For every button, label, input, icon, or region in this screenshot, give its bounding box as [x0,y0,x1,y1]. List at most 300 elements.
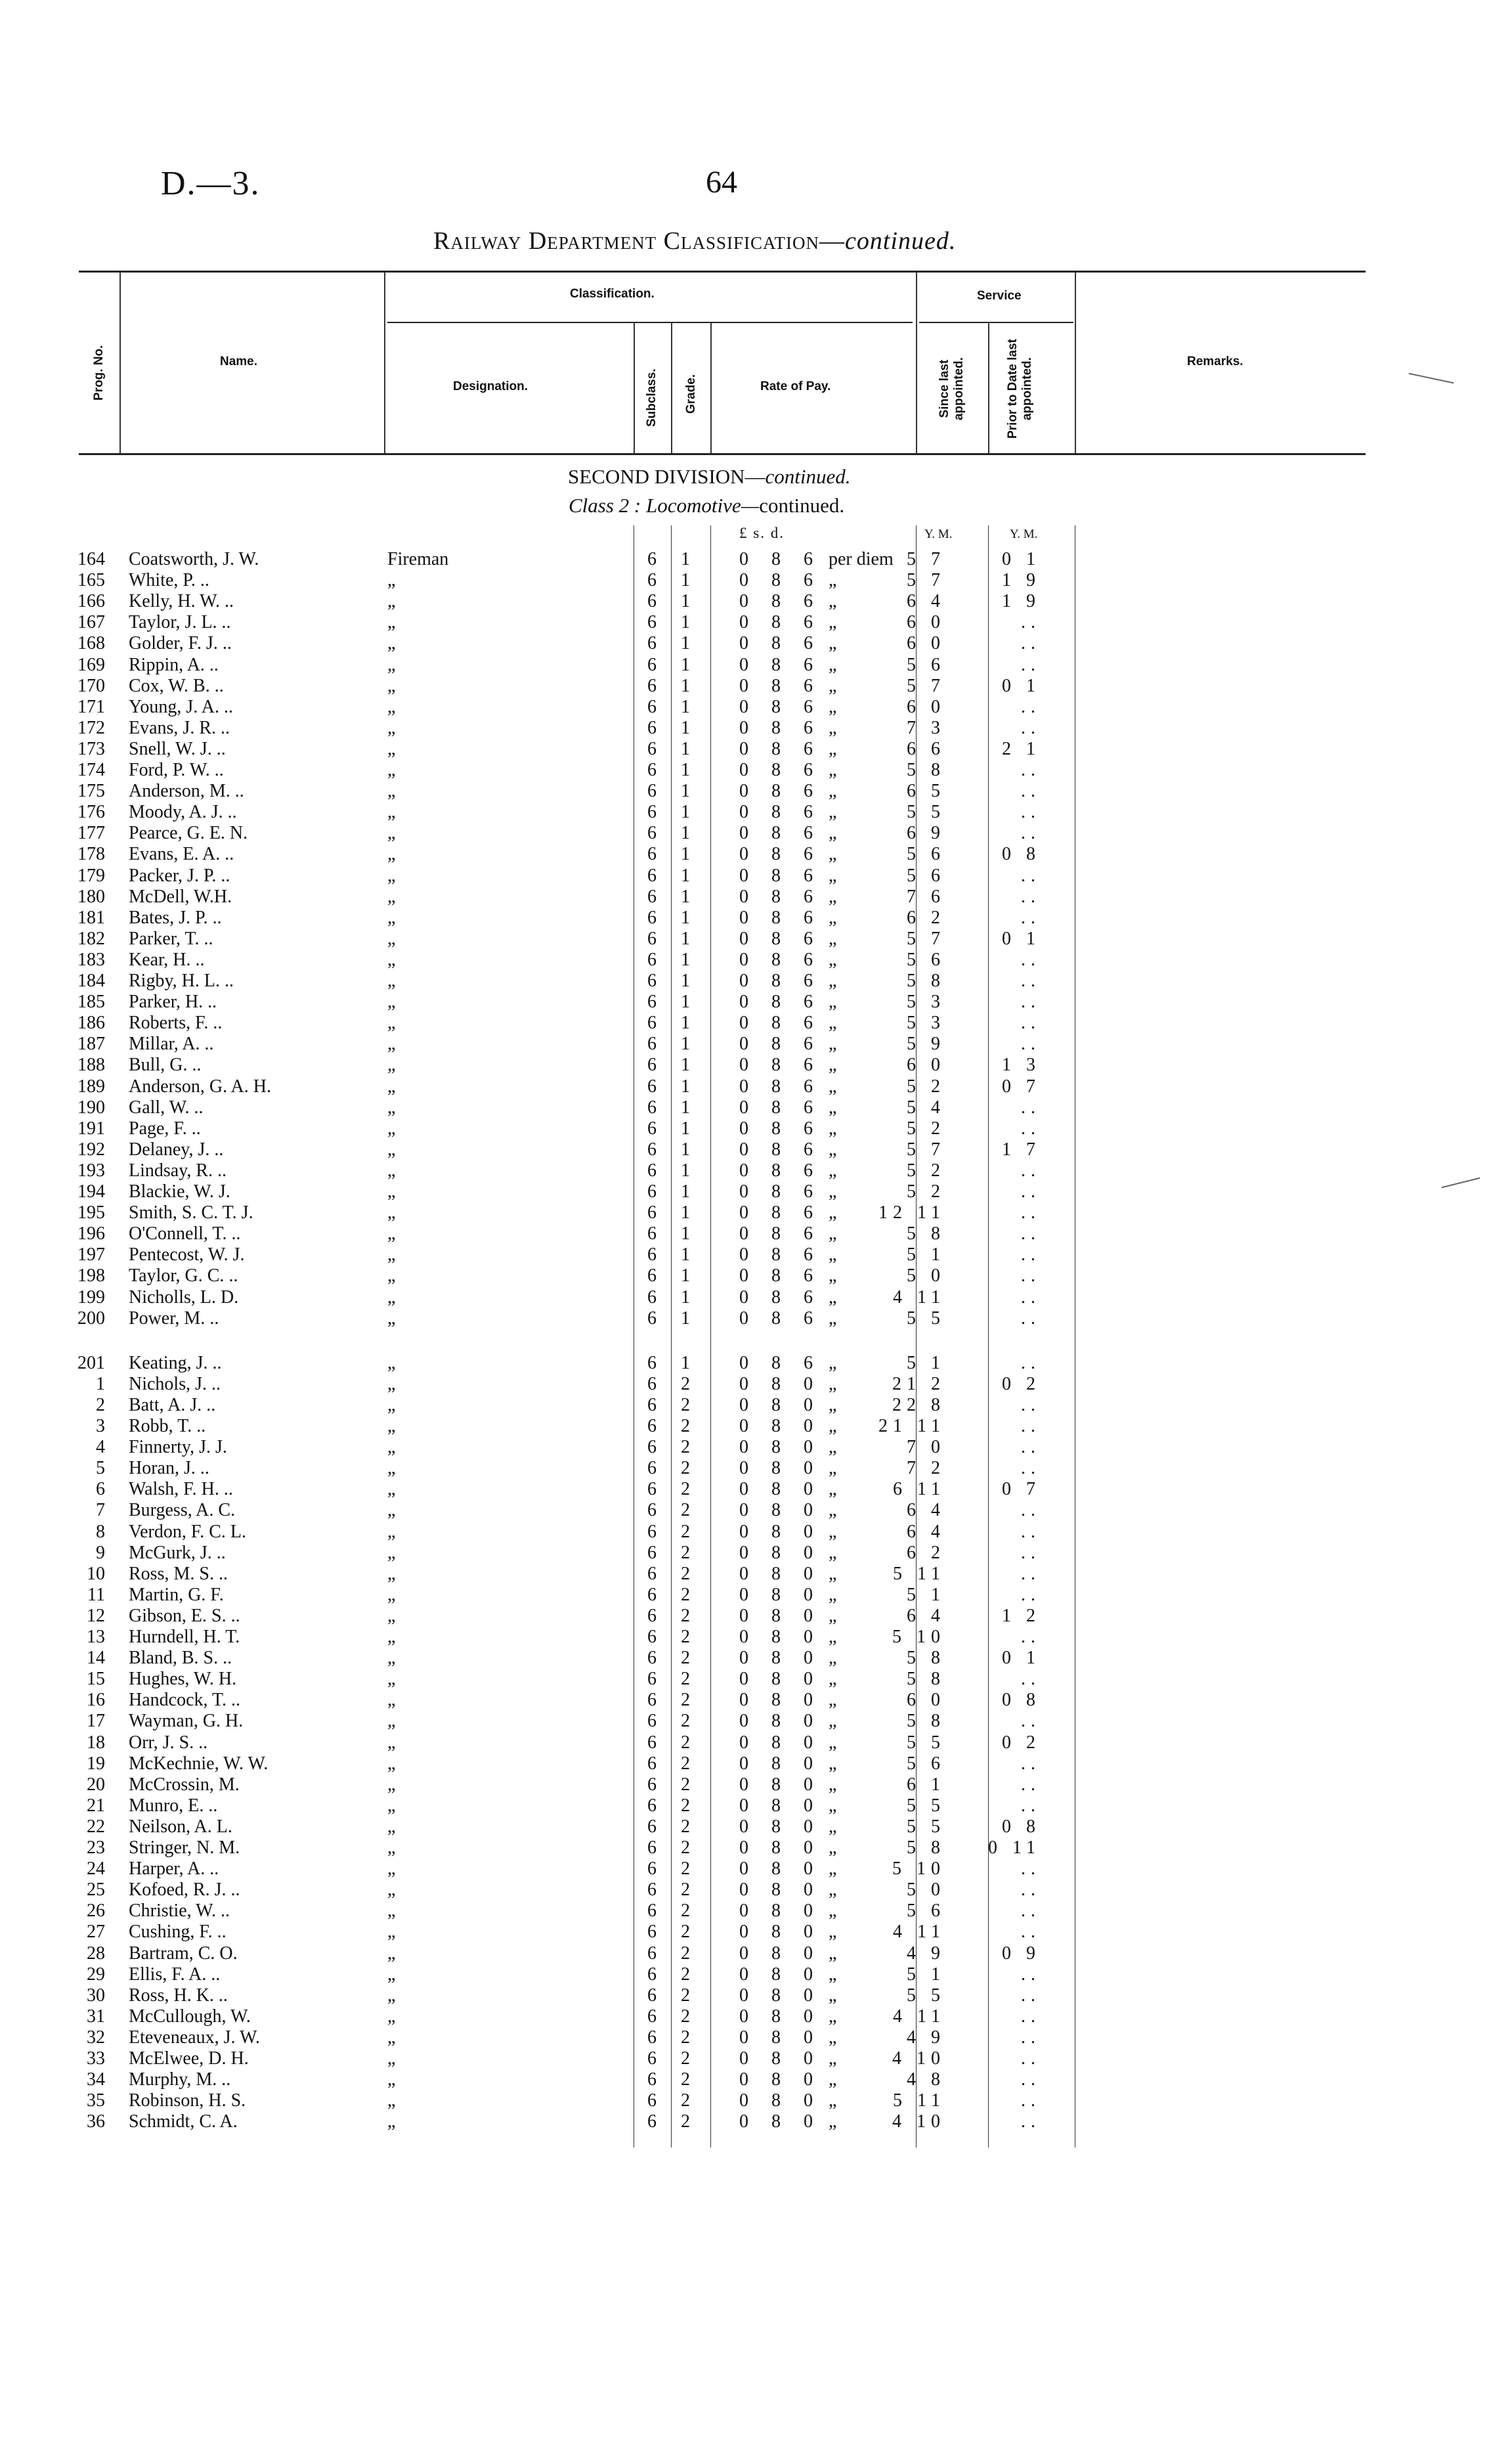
rate-of-pay: 0 8 6 [739,696,822,717]
pay-period: „ [829,886,837,907]
pay-period: „ [829,1373,837,1394]
service-since-last: 12 11 [878,1202,945,1223]
prog-no: 171 [77,696,105,717]
grade: 1 [681,675,690,696]
rate-of-pay: 0 8 6 [739,1244,822,1266]
service-prior: 0 1 [1002,1648,1041,1669]
subclass: 6 [647,1605,657,1626]
employee-name: Ross, H. K. .. [129,1985,228,2006]
table-row [0,1479,1512,1500]
designation: „ [387,1076,396,1097]
subclass: 6 [647,1816,657,1837]
table-row [0,1416,1512,1437]
subclass: 6 [647,1352,657,1373]
rate-of-pay: 0 8 6 [739,1308,822,1329]
designation: „ [387,781,396,802]
prog-no: 22 [87,1816,105,1837]
subclass: 6 [647,675,657,696]
service-prior: .. [1021,1437,1041,1458]
designation: „ [387,1901,396,1922]
table-row [0,1564,1512,1585]
employee-name: Packer, J. P. .. [129,865,230,886]
service-since-last: 5 3 [907,992,945,1013]
employee-name: O'Connell, T. .. [129,1223,241,1244]
grade: 1 [681,696,690,717]
prog-no: 17 [87,1711,105,1732]
designation: „ [387,1416,396,1436]
subclass: 6 [647,717,657,738]
designation: „ [387,1880,396,1901]
employee-name: Gall, W. .. [129,1097,204,1118]
designation: „ [387,1500,396,1521]
prog-no: 196 [77,1223,105,1244]
grade: 2 [681,2111,690,2132]
subclass: 6 [647,1055,657,1076]
rate-of-pay: 0 8 6 [739,1352,822,1373]
subclass: 6 [647,1287,657,1308]
table-row [0,866,1512,887]
grade: 1 [681,1034,690,1055]
rate-of-pay: 0 8 6 [739,971,822,991]
rate-of-pay: 0 8 0 [739,1416,822,1436]
designation: „ [387,1266,396,1287]
prog-no: 180 [77,886,105,907]
pay-period: „ [829,1880,837,1901]
designation: „ [387,1352,396,1373]
grade: 2 [681,1774,690,1795]
designation: „ [387,1308,396,1329]
service-since-last: 5 5 [907,802,945,823]
grade: 1 [681,1097,690,1118]
service-since-last: 6 11 [893,1479,945,1500]
table-row [0,1458,1512,1479]
pay-period: „ [829,1838,837,1858]
rate-of-pay: 0 8 0 [739,1627,822,1647]
service-prior: .. [1021,1394,1041,1415]
pay-period: „ [829,2006,837,2027]
table-row [0,1774,1512,1795]
service-prior: 1 2 [1002,1605,1041,1626]
subclass: 6 [647,1097,657,1118]
service-since-last: 5 11 [893,2090,945,2111]
prog-no: 31 [87,2006,105,2027]
pay-period: „ [829,1774,837,1795]
subclass: 6 [647,1373,657,1394]
subclass: 6 [647,1416,657,1436]
rate-of-pay: 0 8 0 [739,1542,822,1563]
grade: 1 [681,549,690,569]
subclass: 6 [647,844,657,865]
designation: „ [387,612,396,633]
service-prior: .. [1021,2006,1041,2027]
service-prior: .. [1021,949,1041,970]
rate-of-pay: 0 8 0 [739,2111,822,2132]
designation: „ [387,1542,396,1563]
service-since-last: 4 11 [893,1287,945,1308]
grade: 1 [681,1013,690,1034]
employee-name: Golder, F. J. .. [129,633,232,654]
grade: 1 [681,654,690,675]
grade: 2 [681,1753,690,1774]
rate-of-pay: 0 8 6 [739,612,822,633]
service-since-last: 5 6 [907,1901,945,1922]
subclass: 6 [647,2006,657,2027]
service-since-last: 6 0 [907,1055,945,1076]
rate-of-pay: 0 8 0 [739,1437,822,1458]
subclass: 6 [647,2048,657,2069]
pay-period: „ [829,1542,837,1563]
subclass: 6 [647,549,657,569]
pay-period: „ [829,781,837,802]
rate-of-pay: 0 8 6 [739,717,822,738]
employee-name: Munro, E. .. [129,1795,218,1816]
prog-no: 25 [87,1880,105,1901]
grade: 2 [681,1985,690,2006]
service-since-last: 5 6 [907,654,945,675]
table-row [0,1395,1512,1416]
subclass: 6 [647,865,657,886]
service-prior: .. [1021,1521,1041,1542]
rate-of-pay: 0 8 0 [739,1563,822,1584]
employee-name: Christie, W. .. [129,1901,230,1922]
designation: „ [387,1139,396,1160]
subclass: 6 [647,1753,657,1774]
subclass: 6 [647,1690,657,1711]
table-row [0,1308,1512,1329]
rate-of-pay: 0 8 0 [739,1964,822,1985]
employee-name: Batt, A. J. .. [129,1394,216,1415]
table-row [0,1985,1512,2006]
service-since-last: 5 6 [907,949,945,970]
prog-no: 19 [87,1753,105,1774]
employee-name: Taylor, J. L. .. [129,612,231,633]
designation: „ [387,844,396,865]
grade: 1 [681,928,690,949]
subclass: 6 [647,907,657,928]
subclass: 6 [647,1521,657,1542]
grade: 2 [681,1880,690,1901]
service-prior: .. [1021,992,1041,1013]
service-since-last: 6 4 [907,1500,945,1521]
table-row [0,1202,1512,1223]
grade: 1 [681,844,690,865]
subclass: 6 [647,591,657,612]
subclass: 6 [647,1266,657,1287]
pay-period: „ [829,907,837,928]
pay-period: „ [829,844,837,865]
subclass: 6 [647,1964,657,1985]
service-prior: .. [1021,1922,1041,1943]
prog-no: 181 [77,907,105,928]
grade: 2 [681,1648,690,1669]
employee-name: Page, F. .. [129,1118,201,1139]
prog-no: 188 [77,1055,105,1076]
designation: „ [387,1795,396,1816]
designation: „ [387,886,396,907]
table-row [0,1139,1512,1160]
employee-name: Nichols, J. .. [129,1373,221,1394]
rate-of-pay: 0 8 6 [739,738,822,759]
service-since-last: 5 7 [907,675,945,696]
rate-of-pay: 0 8 0 [739,1669,822,1690]
prog-no: 23 [87,1838,105,1858]
rate-of-pay: 0 8 6 [739,1223,822,1244]
rate-of-pay: 0 8 6 [739,1034,822,1055]
prog-no: 173 [77,738,105,759]
prog-no: 199 [77,1287,105,1308]
designation: „ [387,1563,396,1584]
service-since-last: 5 8 [907,1669,945,1690]
since-units: Y. M. [924,527,953,541]
grade: 1 [681,1352,690,1373]
grade: 2 [681,1816,690,1837]
table-row [0,1076,1512,1097]
subclass: 6 [647,971,657,991]
prog-no: 176 [77,802,105,823]
employee-name: Taylor, G. C. .. [129,1266,238,1287]
subclass: 6 [647,1076,657,1097]
prog-no: 186 [77,1013,105,1034]
service-since-last: 5 6 [907,865,945,886]
service-since-last: 5 7 [907,549,945,569]
prog-no: 189 [77,1076,105,1097]
service-since-last: 5 4 [907,1097,945,1118]
table-row [0,1585,1512,1606]
subclass: 6 [647,1244,657,1266]
service-since-last: 5 6 [907,1753,945,1774]
pay-period: „ [829,1732,837,1753]
rate-of-pay: 0 8 6 [739,886,822,907]
table-row [0,1627,1512,1648]
rate-of-pay: 0 8 6 [739,591,822,612]
header-remarks: Remarks. [1187,355,1243,368]
designation: „ [387,1055,396,1076]
designation: „ [387,1690,396,1711]
pay-period: „ [829,1287,837,1308]
service-prior: .. [1021,1202,1041,1223]
designation: „ [387,1985,396,2006]
employee-name: Power, M. .. [129,1308,219,1329]
grade: 2 [681,1479,690,1500]
table-row [0,1543,1512,1564]
prog-no: 33 [87,2048,105,2069]
service-prior: .. [1021,1563,1041,1584]
service-since-last: 5 1 [907,1584,945,1605]
grade: 2 [681,1711,690,1732]
grade: 1 [681,1055,690,1076]
table-row [0,2048,1512,2069]
designation: „ [387,1711,396,1732]
pay-period: „ [829,802,837,823]
subclass: 6 [647,760,657,780]
service-since-last: 6 0 [907,696,945,717]
service-prior: .. [1021,1118,1041,1139]
rate-of-pay: 0 8 6 [739,865,822,886]
prog-no: 170 [77,675,105,696]
service-prior: .. [1021,2048,1041,2069]
designation: „ [387,570,396,591]
subclass: 6 [647,612,657,633]
service-prior: .. [1021,2111,1041,2132]
division-name: SECOND DIVISION— [568,465,766,488]
subclass: 6 [647,1479,657,1500]
pay-period: „ [829,738,837,759]
table-row [0,1223,1512,1244]
subclass: 6 [647,1711,657,1732]
pay-period: „ [829,675,837,696]
employee-name: White, P. .. [129,570,209,591]
service-since-last: 22 8 [892,1394,945,1415]
prog-no: 167 [77,612,105,633]
pay-period: „ [829,1118,837,1139]
subclass: 6 [647,2027,657,2048]
table-row [0,1795,1512,1816]
subclass: 6 [647,1500,657,1521]
pay-period: „ [829,1985,837,2006]
service-prior: .. [1021,1308,1041,1329]
service-prior: 0 7 [1002,1479,1041,1500]
subclass: 6 [647,1774,657,1795]
employee-name: Robinson, H. S. [129,2090,246,2111]
rate-of-pay: 0 8 6 [739,654,822,675]
prog-no: 18 [87,1732,105,1753]
pay-period: „ [829,1076,837,1097]
service-prior: .. [1021,781,1041,802]
service-prior: .. [1021,2069,1041,2090]
page-reference: D.—3. [161,165,261,202]
service-prior: 0 7 [1002,1076,1041,1097]
service-since-last: 5 8 [907,971,945,991]
service-since-last: 5 10 [892,1627,945,1647]
employee-name: Handcock, T. .. [129,1690,241,1711]
grade: 2 [681,1964,690,1985]
designation: „ [387,865,396,886]
designation: „ [387,949,396,970]
rate-of-pay: 0 8 0 [739,1584,822,1605]
pay-period: „ [829,2027,837,2048]
service-prior: .. [1021,1627,1041,1647]
pay-period: „ [829,1458,837,1479]
employee-name: McCrossin, M. [129,1774,240,1795]
pay-period: „ [829,2069,837,2090]
designation: „ [387,802,396,823]
designation: „ [387,591,396,612]
service-since-last: 5 8 [907,760,945,780]
service-prior: 0 2 [1002,1373,1041,1394]
service-prior: .. [1021,1542,1041,1563]
grade: 1 [681,760,690,780]
pay-period: „ [829,1584,837,1605]
pay-period: „ [829,1521,837,1542]
service-since-last: 5 5 [907,1732,945,1753]
service-prior: 0 11 [988,1838,1041,1858]
rate-of-pay: 0 8 6 [739,760,822,780]
service-prior: 0 1 [1002,928,1041,949]
rate-of-pay: 0 8 6 [739,1160,822,1181]
header-grade: Grade. [684,374,698,414]
designation: „ [387,2006,396,2027]
prog-no: 36 [87,2111,105,2132]
header-rate-of-pay: Rate of Pay. [760,380,831,393]
rate-of-pay: 0 8 0 [739,2006,822,2027]
service-since-last: 5 7 [907,1139,945,1160]
grade: 2 [681,1901,690,1922]
table-row [0,697,1512,718]
table-row [0,655,1512,676]
subclass: 6 [647,654,657,675]
pay-period: „ [829,1669,837,1690]
service-prior: .. [1021,717,1041,738]
service-prior: .. [1021,2090,1041,2111]
rate-of-pay: 0 8 0 [739,1732,822,1753]
grade: 1 [681,907,690,928]
service-since-last: 5 5 [907,1795,945,1816]
service-since-last: 5 5 [907,1985,945,2006]
rate-of-pay: 0 8 6 [739,1266,822,1287]
pay-period: „ [829,612,837,633]
pay-period: „ [829,1901,837,1922]
rate-of-pay: 0 8 0 [739,1373,822,1394]
table-row [0,633,1512,654]
table-row [0,1816,1512,1838]
service-prior: 0 1 [1002,549,1041,569]
rate-of-pay: 0 8 0 [739,1774,822,1795]
employee-name: Finnerty, J. J. [129,1437,227,1458]
employee-name: Bland, B. S. .. [129,1648,232,1669]
grade: 2 [681,1584,690,1605]
prog-no: 179 [77,865,105,886]
employee-name: Blackie, W. J. [129,1181,230,1202]
employee-name: Verdon, F. C. L. [129,1521,246,1542]
designation: „ [387,1816,396,1837]
service-prior: 0 8 [1002,1690,1041,1711]
service-prior: 0 8 [1002,1816,1041,1837]
designation: „ [387,1964,396,1985]
designation: „ [387,971,396,991]
subclass: 6 [647,696,657,717]
rate-of-pay: 0 8 6 [739,633,822,654]
subclass: 6 [647,1013,657,1034]
pay-period: per diem [829,549,894,569]
grade: 1 [681,1202,690,1223]
subclass: 6 [647,1838,657,1858]
table-row [0,1374,1512,1395]
designation: „ [387,1394,396,1415]
pay-period: „ [829,1202,837,1223]
service-prior: .. [1021,802,1041,823]
table-row [0,591,1512,612]
rate-of-pay: 0 8 0 [739,1985,822,2006]
prog-no: 166 [77,591,105,612]
table-row [0,1606,1512,1627]
prog-no: 12 [87,1605,105,1626]
prog-no: 185 [77,992,105,1013]
prog-no: 182 [77,928,105,949]
designation: „ [387,2111,396,2132]
service-since-last: 5 2 [907,1076,945,1097]
pay-period: „ [829,1244,837,1266]
pay-period: „ [829,1753,837,1774]
employee-name: Bartram, C. O. [129,1943,238,1964]
service-since-last: 5 2 [907,1160,945,1181]
grade: 1 [681,865,690,886]
pay-period: „ [829,1055,837,1076]
service-since-last: 5 7 [907,928,945,949]
designation: „ [387,1479,396,1500]
prog-no: 7 [96,1500,105,1521]
table-row [0,1732,1512,1753]
service-since-last: 5 6 [907,844,945,865]
